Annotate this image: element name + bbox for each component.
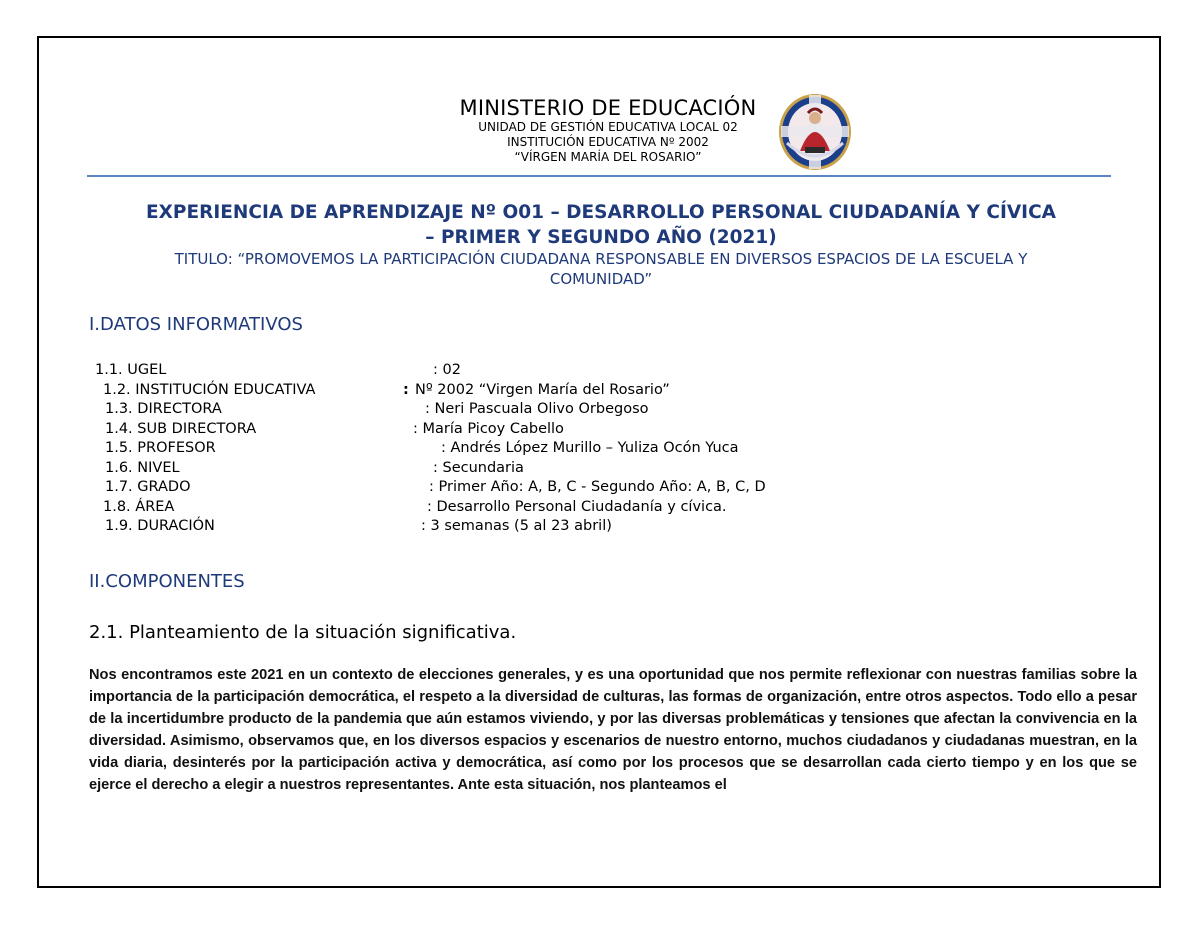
datos-value: : Primer Año: A, B, C - Segundo Año: A, B, C, D bbox=[429, 479, 766, 495]
situation-paragraph: Nos encontramos este 2021 en un contexto de elecciones generales, y es una oportunidad que nos permite reflexionar con nuestras familias sobre la importancia de la participación democrática, el respeto a la diversidad de culturas, las formas de organización, entre otros aspectos. Todo ello a pesar de la incertidumbre producto de la pandemia que aún estamos viviendo, y por las diversas problemáticas y tensiones que afectan la convivencia en la diversidad. Asimismo, observamos que, en los diversos espacios y escenarios de nuestro entorno, muchos ciudadanos y ciudadanas muestran, en la vida diaria, desinterés por la participación activa y democrática, así como por los procesos que se desarrollan cada cierto tiempo y en los que se ejerce el derecho a elegir a nuestros representantes. Ante esta situación, nos planteamos el bbox=[89, 667, 1137, 793]
section-datos-informativos: I.DATOS INFORMATIVOS bbox=[89, 314, 303, 335]
institution-line: INSTITUCIÓN EDUCATIVA Nº 2002 bbox=[507, 135, 709, 149]
datos-label: 1.9. DURACIÓN bbox=[105, 518, 215, 534]
datos-value: : 02 bbox=[433, 362, 461, 378]
school-name-line: “VÍRGEN MARÍA DEL ROSARIO” bbox=[514, 150, 702, 164]
activity-title-line-1: TITULO: “PROMOVEMOS LA PARTICIPACIÓN CIUDADANA RESPONSABLE EN DIVERSOS ESPACIOS DE LA ESCUELA Y bbox=[174, 250, 1028, 268]
section-componentes: II.COMPONENTES bbox=[89, 571, 245, 592]
experience-title-line-1: EXPERIENCIA DE APRENDIZAJE Nº O01 – DESARROLLO PERSONAL CIUDADANÍA Y CÍVICA bbox=[146, 202, 1056, 223]
datos-value: : 3 semanas (5 al 23 abril) bbox=[421, 518, 612, 534]
school-seal-icon bbox=[778, 93, 852, 171]
activity-title bbox=[79, 249, 1123, 289]
datos-label: 1.4. SUB DIRECTORA bbox=[105, 420, 257, 437]
datos-label: 1.5. PROFESOR bbox=[105, 440, 216, 456]
document-header bbox=[39, 96, 1159, 165]
datos-label: 1.6. NIVEL bbox=[105, 459, 180, 476]
experience-title bbox=[79, 200, 1123, 250]
ugel-line: UNIDAD DE GESTIÓN EDUCATIVA LOCAL 02 bbox=[478, 120, 738, 134]
datos-value: : María Picoy Cabello bbox=[413, 420, 564, 437]
datos-value: : Neri Pascuala Olivo Orbegoso bbox=[425, 401, 649, 417]
datos-value: : Andrés López Murillo – Yuliza Ocón Yuca bbox=[441, 440, 739, 456]
datos-value: Nº 2002 “Virgen María del Rosario” bbox=[415, 381, 670, 398]
header-divider bbox=[87, 175, 1111, 177]
datos-label: 1.3. DIRECTORA bbox=[105, 401, 222, 417]
datos-label: 1.8. ÁREA bbox=[103, 498, 175, 515]
ministry-title: MINISTERIO DE EDUCACIÓN bbox=[459, 96, 757, 120]
datos-value: : Secundaria bbox=[433, 459, 524, 476]
datos-colon: : bbox=[403, 381, 409, 398]
document-page bbox=[37, 36, 1161, 888]
datos-label: 1.7. GRADO bbox=[105, 479, 191, 495]
activity-title-line-2: COMUNIDAD” bbox=[549, 270, 653, 288]
datos-value: : Desarrollo Personal Ciudadanía y cívica. bbox=[427, 498, 727, 515]
datos-label: 1.1. UGEL bbox=[95, 362, 167, 378]
datos-label: 1.2. INSTITUCIÓN EDUCATIVA bbox=[103, 381, 316, 398]
experience-title-line-2: – PRIMER Y SEGUNDO AÑO (2021) bbox=[425, 227, 777, 248]
subsection-situacion: 2.1. Planteamiento de la situación significativa. bbox=[89, 622, 517, 643]
